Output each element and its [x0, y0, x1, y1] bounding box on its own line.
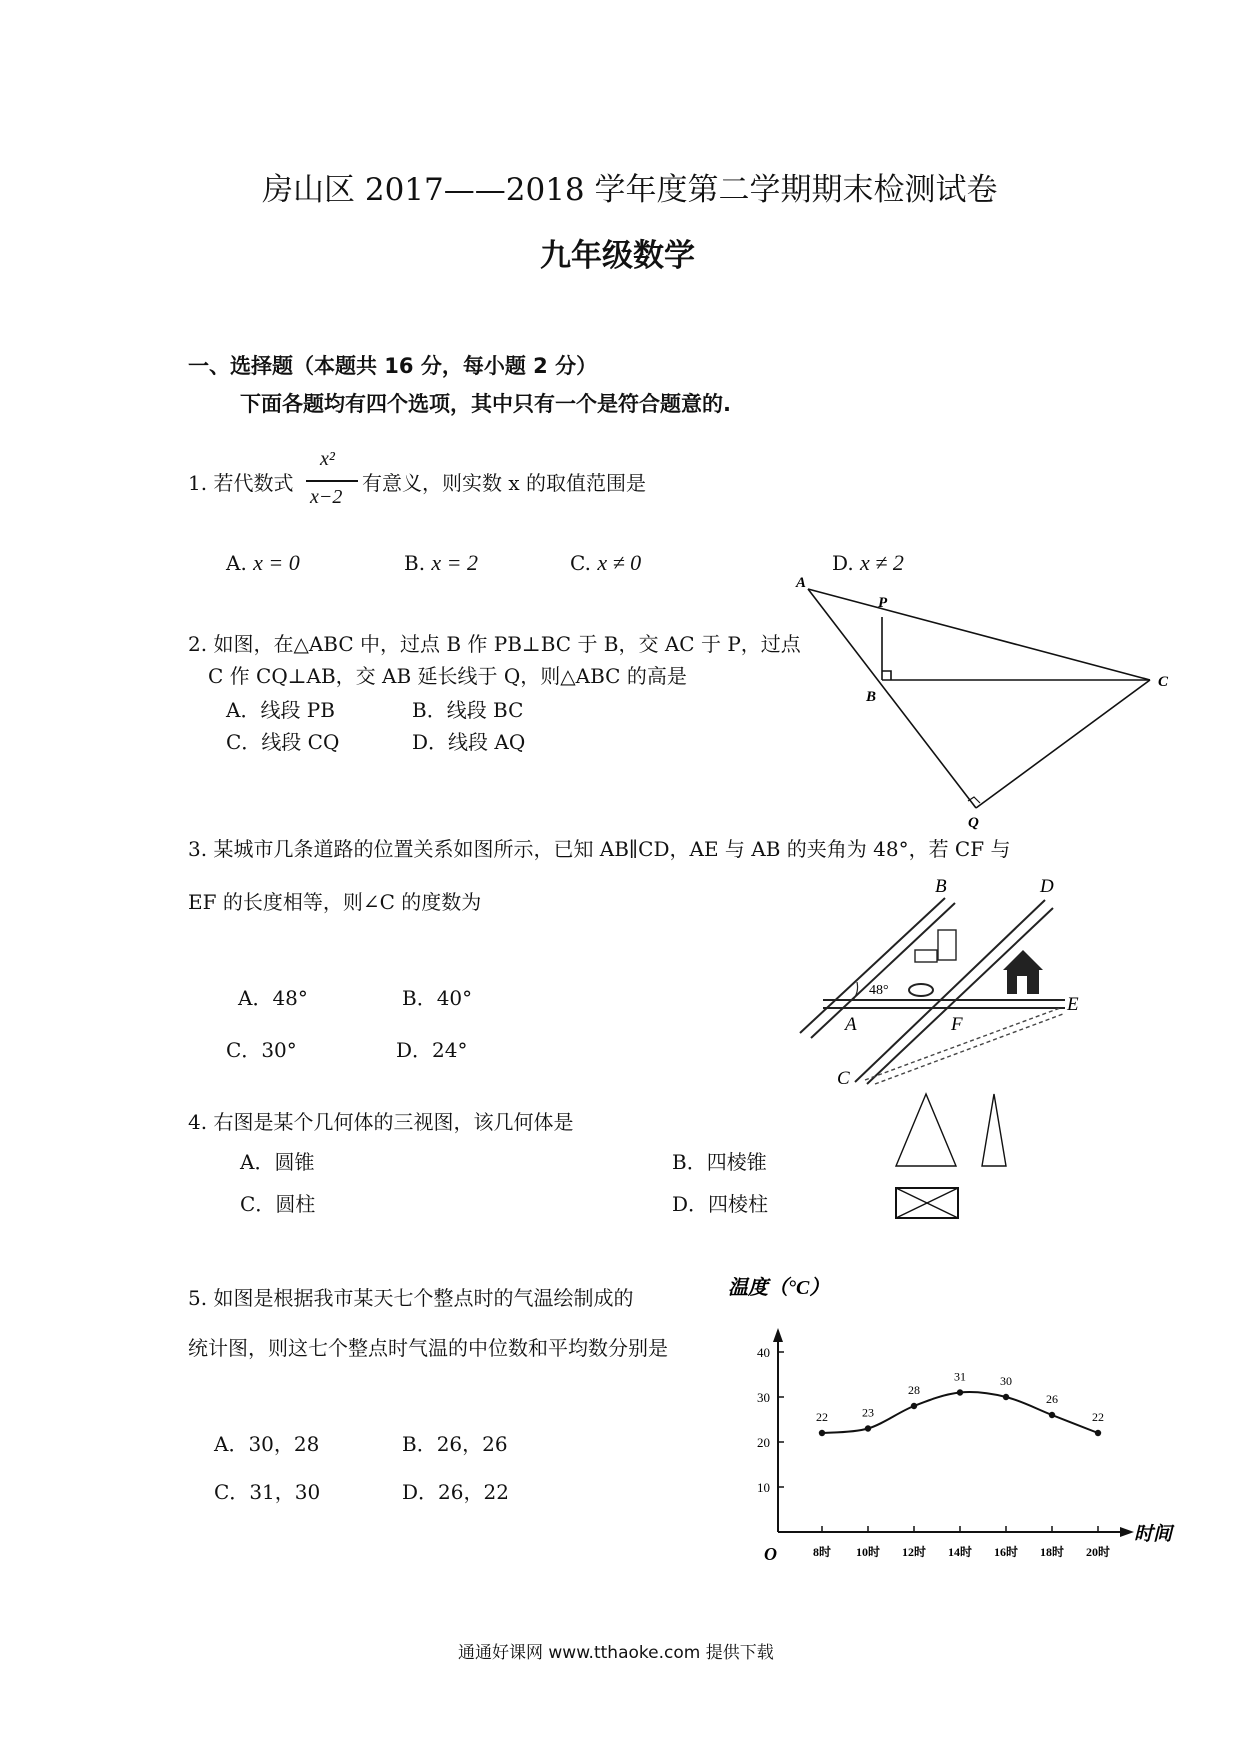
option-letter: A. — [226, 551, 247, 575]
data-label: 30 — [1000, 1374, 1012, 1388]
option-letter: D． — [396, 1038, 433, 1062]
option-letter: A． — [240, 1150, 275, 1174]
option-letter: B． — [412, 698, 447, 722]
option-text: 线段 CQ — [261, 730, 340, 754]
q4-option-a[interactable] — [240, 1146, 314, 1175]
option-text: 30，28 — [248, 1432, 320, 1456]
label-d: D — [1040, 876, 1054, 897]
option-text: 圆柱 — [275, 1192, 316, 1216]
q5-option-d[interactable] — [402, 1476, 509, 1505]
option-letter: C． — [226, 1038, 262, 1062]
q2-line1: 2. 如图，在△ABC 中，过点 B 作 PB⊥BC 于 B，交 AC 于 P，过点 — [188, 632, 801, 656]
q4-option-b[interactable] — [672, 1146, 767, 1175]
data-point — [1049, 1412, 1055, 1418]
q1-option-c[interactable] — [570, 550, 641, 576]
data-point — [911, 1403, 917, 1409]
data-label: 23 — [862, 1405, 874, 1420]
label-e: E — [1067, 994, 1079, 1015]
front-view — [896, 1094, 956, 1166]
option-letter: D． — [672, 1192, 709, 1216]
option-letter: A． — [226, 698, 261, 722]
option-text: 30° — [261, 1038, 297, 1062]
house-icon — [1003, 950, 1043, 994]
option-letter: D. — [832, 551, 854, 575]
q1-option-b[interactable] — [404, 550, 478, 576]
temperature-chart — [710, 1270, 1200, 1570]
option-letter: A． — [214, 1432, 249, 1456]
option-letter: C. — [570, 551, 591, 575]
label-c: C — [837, 1068, 850, 1089]
x-axis-label: 时间 — [1134, 1524, 1173, 1545]
option-text: 24° — [432, 1038, 468, 1062]
label-b: B — [935, 876, 947, 897]
q3-option-b[interactable] — [402, 982, 472, 1011]
q4-option-c[interactable] — [240, 1188, 315, 1217]
q3-line1: 3. 某城市几条道路的位置关系如图所示，已知 AB∥CD，AE 与 AB 的夹角为 48°，若 CF 与 — [188, 837, 1011, 861]
option-letter: C． — [226, 730, 262, 754]
q4-three-view-figure — [888, 1092, 1028, 1232]
q1-numerator: x² — [320, 448, 335, 470]
x-axis-arrow — [1120, 1527, 1134, 1537]
x-tick-label: 10时 — [855, 1545, 881, 1559]
y-tick-label: 30 — [757, 1390, 770, 1405]
q5-line1: 5. 如图是根据我市某天七个整点时的气温绘制成的 — [188, 1286, 634, 1310]
label-a: A — [845, 1014, 857, 1035]
page-subtitle: 九年级数学 — [540, 238, 695, 274]
data-label: 26 — [1046, 1392, 1058, 1406]
data-point — [819, 1430, 825, 1436]
y-tick-label: 10 — [757, 1480, 770, 1495]
label-f: F — [951, 1014, 963, 1035]
data-point — [1095, 1430, 1101, 1436]
data-label: 31 — [954, 1369, 966, 1384]
option-letter: A． — [238, 986, 273, 1010]
option-letter: B． — [672, 1150, 707, 1174]
origin-label: O — [764, 1544, 777, 1564]
y-axis-label: 温度（°C） — [728, 1277, 830, 1299]
car-icon — [909, 984, 933, 996]
label-b: B — [866, 689, 877, 705]
label-a: A — [796, 575, 807, 591]
page-title: 房山区 2017——2018 学年度第二学期期末检测试卷 — [262, 172, 998, 208]
x-tick-label: 14时 — [947, 1545, 973, 1559]
side-view — [982, 1094, 1006, 1166]
q4-line1: 4. 右图是某个几何体的三视图，该几何体是 — [188, 1110, 574, 1134]
data-label: 22 — [1092, 1410, 1104, 1424]
option-letter: B． — [402, 986, 437, 1010]
q5-option-c[interactable] — [214, 1476, 320, 1505]
option-letter: D． — [412, 730, 449, 754]
option-letter: B. — [404, 551, 426, 575]
q5-option-b[interactable] — [402, 1428, 508, 1457]
option-text: 圆锥 — [274, 1150, 315, 1174]
option-letter: C． — [214, 1480, 250, 1504]
option-text: 26，22 — [438, 1480, 509, 1504]
option-text: 四棱柱 — [708, 1192, 769, 1216]
label-p: P — [878, 595, 888, 611]
y-tick-label: 20 — [757, 1435, 770, 1450]
option-text: x = 2 — [431, 550, 479, 575]
q3-option-c[interactable] — [226, 1034, 297, 1063]
option-letter: D． — [402, 1480, 439, 1504]
section-heading: 一、选择题（本题共 16 分，每小题 2 分） — [188, 354, 598, 378]
data-point — [957, 1389, 963, 1395]
x-tick-label: 8时 — [812, 1545, 832, 1559]
x-tick-label: 18时 — [1039, 1545, 1065, 1559]
x-tick-label: 16时 — [993, 1545, 1019, 1559]
q5-line2: 统计图，则这七个整点时气温的中位数和平均数分别是 — [188, 1336, 668, 1360]
q3-roads-figure — [795, 870, 1095, 1090]
q4-option-d[interactable] — [672, 1188, 768, 1217]
option-text: 48° — [272, 986, 308, 1010]
q2-triangle-figure — [780, 565, 1180, 831]
option-text: x = 0 — [253, 550, 300, 575]
q2-option-d[interactable] — [412, 726, 525, 755]
option-text: 线段 AQ — [448, 730, 526, 754]
option-text: x ≠ 0 — [597, 550, 642, 575]
option-text: 40° — [436, 986, 473, 1010]
q3-line2: EF 的长度相等，则∠C 的度数为 — [188, 890, 482, 914]
option-text: x ≠ 2 — [860, 550, 904, 575]
data-point — [1003, 1394, 1009, 1400]
q3-option-a[interactable] — [238, 982, 308, 1011]
option-text: 26，26 — [436, 1432, 508, 1456]
data-point — [865, 1425, 871, 1431]
q2-option-a[interactable] — [226, 694, 335, 723]
data-label: 28 — [908, 1383, 920, 1397]
q2-option-c[interactable] — [226, 726, 339, 755]
option-text: 31，30 — [249, 1480, 321, 1504]
option-letter: B． — [402, 1432, 437, 1456]
y-tick-label: 40 — [757, 1345, 770, 1360]
label-c: C — [1158, 674, 1169, 690]
data-label: 22 — [816, 1410, 828, 1424]
q1-fraction-bar — [306, 480, 358, 482]
angle-label: 48° — [869, 983, 889, 998]
q3-option-d[interactable] — [396, 1034, 468, 1063]
x-tick-label: 12时 — [901, 1545, 927, 1559]
option-text: 线段 PB — [260, 698, 335, 722]
y-axis-arrow — [773, 1328, 783, 1342]
section-instruction: 下面各题均有四个选项，其中只有一个是符合题意的. — [240, 392, 731, 416]
x-tick-label: 20时 — [1085, 1545, 1111, 1559]
q1-prefix: 1. 若代数式 — [188, 471, 294, 495]
q2-line2: C 作 CQ⊥AB，交 AB 延长线于 Q，则△ABC 的高是 — [208, 664, 687, 688]
label-q: Q — [968, 815, 979, 831]
option-text: 四棱锥 — [706, 1150, 767, 1174]
q1-option-a[interactable] — [226, 550, 300, 576]
footer-text: 通通好课网 www.tthaoke.com 提供下载 — [458, 1643, 774, 1663]
q1-suffix: 有意义，则实数 x 的取值范围是 — [362, 471, 646, 495]
q2-option-b[interactable] — [412, 694, 523, 723]
option-text: 线段 BC — [446, 698, 524, 722]
q5-option-a[interactable] — [214, 1428, 319, 1457]
q1-denominator: x−2 — [310, 486, 343, 508]
option-letter: C． — [240, 1192, 276, 1216]
